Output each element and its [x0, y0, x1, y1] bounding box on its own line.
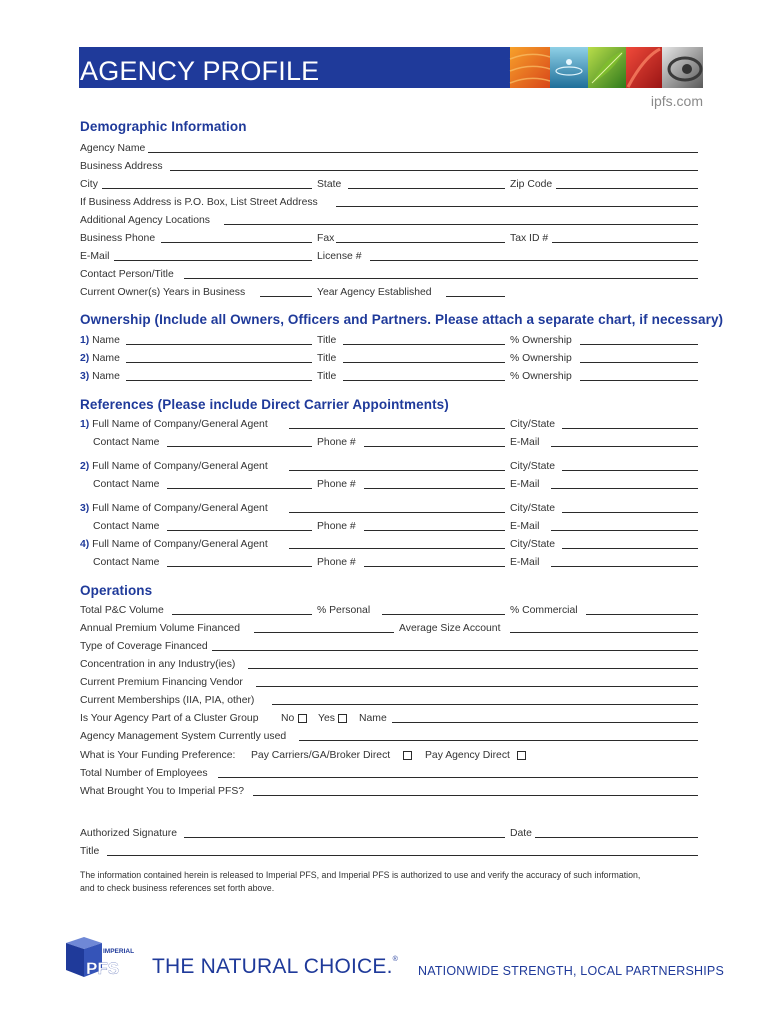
email-label: E-Mail — [80, 251, 110, 262]
signature-title-line[interactable] — [107, 855, 698, 856]
coverage-type-line[interactable] — [212, 650, 698, 651]
signature-title-label: Title — [80, 846, 100, 857]
reference-phone-line[interactable] — [364, 566, 505, 567]
annual-premium-line[interactable] — [254, 632, 394, 633]
disclaimer — [80, 869, 700, 895]
email-line[interactable] — [114, 260, 312, 261]
pay-carriers-label: Pay Carriers/GA/Broker Direct — [251, 750, 391, 761]
slogan: NATIONWIDE STRENGTH, LOCAL PARTNERSHIPS — [418, 964, 724, 978]
license-line[interactable] — [370, 260, 698, 261]
reference-phone-label: Phone # — [317, 557, 356, 568]
row-contact — [80, 268, 698, 285]
ownership-title-label: Title — [317, 335, 337, 346]
cluster-no-checkbox[interactable] — [298, 714, 307, 723]
disclaimer-line-2: and to check business references set forth above. — [80, 883, 275, 893]
reference-contact-label: Contact Name — [93, 557, 160, 568]
reference-company-row — [80, 460, 698, 477]
reference-contact-line[interactable] — [167, 566, 312, 567]
row-title — [80, 845, 698, 862]
ownership-percent-label: % Ownership — [510, 353, 572, 364]
ownership-name-line[interactable] — [126, 380, 312, 381]
reference-phone-line[interactable] — [364, 530, 505, 531]
logo-cube-icon — [66, 937, 135, 981]
brought-you-line[interactable] — [253, 795, 698, 796]
reference-company-label: Full Name of Company/General Agent — [92, 419, 268, 430]
section-heading-references: References (Please include Direct Carrier Appointments) — [80, 397, 449, 412]
row-po-box — [80, 196, 698, 213]
reference-company-line[interactable] — [289, 428, 505, 429]
year-established-label: Year Agency Established — [317, 287, 432, 298]
reference-phone-label: Phone # — [317, 521, 356, 532]
ownership-title-label: Title — [317, 371, 337, 382]
date-label: Date — [510, 828, 532, 839]
logo-pfs-text: PFS — [86, 959, 120, 978]
reference-contact-label: Contact Name — [93, 521, 160, 532]
reference-city-state-line[interactable] — [562, 548, 698, 549]
row-volume — [80, 604, 698, 621]
employees-label: Total Number of Employees — [80, 768, 208, 779]
reference-contact-row — [80, 520, 698, 537]
employees-line[interactable] — [218, 777, 698, 778]
owner-years-line[interactable] — [260, 296, 312, 297]
reference-number: 4) — [80, 539, 90, 550]
state-label: State — [317, 179, 342, 190]
zip-label: Zip Code — [510, 179, 553, 190]
pay-carriers-checkbox[interactable] — [403, 751, 412, 760]
authorized-signature-label: Authorized Signature — [80, 828, 178, 839]
financing-vendor-line[interactable] — [256, 686, 698, 687]
ownership-title-label: Title — [317, 353, 337, 364]
ownership-name-label: Name — [92, 335, 120, 346]
reference-company-line[interactable] — [289, 470, 505, 471]
city-label: City — [80, 179, 98, 190]
business-address-line[interactable] — [170, 170, 698, 171]
row-brought-you — [80, 785, 698, 802]
ownership-title-line[interactable] — [343, 344, 505, 345]
reference-email-line[interactable] — [551, 488, 698, 489]
ownership-percent-line[interactable] — [580, 380, 698, 381]
reference-contact-label: Contact Name — [93, 479, 160, 490]
memberships-label: Current Memberships (IIA, PIA, other) — [80, 695, 255, 706]
tagline — [152, 955, 398, 979]
reference-contact-line[interactable] — [167, 530, 312, 531]
ownership-row — [80, 352, 698, 369]
reference-email-label: E-Mail — [510, 437, 540, 448]
row-financing-vendor — [80, 676, 698, 693]
agency-name-label: Agency Name — [80, 143, 146, 154]
percent-commercial-line[interactable] — [586, 614, 698, 615]
ownership-number: 2) — [80, 353, 90, 364]
reference-number: 3) — [80, 503, 90, 514]
annual-premium-label: Annual Premium Volume Financed — [80, 623, 240, 634]
license-label: License # — [317, 251, 362, 262]
average-size-label: Average Size Account — [399, 623, 501, 634]
row-coverage-type — [80, 640, 698, 657]
owner-years-label: Current Owner(s) Years in Business — [80, 287, 246, 298]
row-email-license — [80, 250, 698, 267]
financing-vendor-label: Current Premium Financing Vendor — [80, 677, 243, 688]
row-additional-locations — [80, 214, 698, 231]
section-heading-operations: Operations — [80, 583, 153, 598]
additional-locations-line[interactable] — [224, 224, 698, 225]
total-pc-volume-line[interactable] — [172, 614, 312, 615]
page-title: AGENCY PROFILE — [80, 56, 320, 86]
ownership-title-line[interactable] — [343, 380, 505, 381]
imperial-pfs-logo — [66, 937, 135, 981]
reference-contact-row — [80, 556, 698, 573]
percent-commercial-label: % Commercial — [510, 605, 578, 616]
reference-contact-line[interactable] — [167, 446, 312, 447]
tax-id-label: Tax ID # — [510, 233, 549, 244]
reference-phone-line[interactable] — [364, 488, 505, 489]
percent-personal-label: % Personal — [317, 605, 371, 616]
row-business-address — [80, 160, 698, 177]
reference-email-line[interactable] — [551, 530, 698, 531]
ownership-name-label: Name — [92, 371, 120, 382]
cluster-yes-checkbox[interactable] — [338, 714, 347, 723]
cluster-group-label: Is Your Agency Part of a Cluster Group — [80, 713, 259, 724]
nature-photo-collage — [510, 47, 703, 88]
reference-phone-label: Phone # — [317, 479, 356, 490]
row-concentration — [80, 658, 698, 675]
ownership-title-line[interactable] — [343, 362, 505, 363]
reference-city-state-label: City/State — [510, 461, 556, 472]
memberships-line[interactable] — [272, 704, 698, 705]
section-heading-demographic: Demographic Information — [80, 119, 247, 134]
reference-contact-label: Contact Name — [93, 437, 160, 448]
average-size-line[interactable] — [510, 632, 698, 633]
agency-name-line[interactable] — [148, 152, 698, 153]
row-employees — [80, 767, 698, 784]
reference-company-row — [80, 502, 698, 519]
cluster-yes-label: Yes — [318, 713, 335, 724]
concentration-line[interactable] — [248, 668, 698, 669]
row-city-state-zip — [80, 178, 698, 195]
ownership-percent-line[interactable] — [580, 344, 698, 345]
ownership-percent-label: % Ownership — [510, 335, 572, 346]
cluster-name-label: Name — [359, 713, 387, 724]
reference-company-label: Full Name of Company/General Agent — [92, 503, 268, 514]
row-annual-premium — [80, 622, 698, 639]
reference-phone-line[interactable] — [364, 446, 505, 447]
header-photo-strip — [510, 47, 703, 88]
fax-label: Fax — [317, 233, 335, 244]
ownership-name-line[interactable] — [126, 344, 312, 345]
total-pc-volume-label: Total P&C Volume — [80, 605, 164, 616]
row-cluster-group — [80, 712, 698, 729]
fax-line[interactable] — [336, 242, 505, 243]
contact-label: Contact Person/Title — [80, 269, 174, 280]
reference-email-label: E-Mail — [510, 479, 540, 490]
reference-number: 1) — [80, 419, 90, 430]
city-line[interactable] — [102, 188, 312, 189]
percent-personal-line[interactable] — [382, 614, 505, 615]
ownership-name-line[interactable] — [126, 362, 312, 363]
ownership-name-label: Name — [92, 353, 120, 364]
authorized-signature-line[interactable] — [184, 837, 505, 838]
ownership-number: 1) — [80, 335, 90, 346]
row-memberships — [80, 694, 698, 711]
reference-contact-row — [80, 478, 698, 495]
funding-preference-label: What is Your Funding Preference: — [80, 750, 236, 761]
reference-number: 2) — [80, 461, 90, 472]
reference-company-row — [80, 538, 698, 555]
reference-company-line[interactable] — [289, 512, 505, 513]
row-mgmt-system — [80, 730, 698, 747]
pay-agency-label: Pay Agency Direct — [425, 750, 510, 761]
row-signature — [80, 827, 698, 844]
reference-contact-line[interactable] — [167, 488, 312, 489]
zip-line[interactable] — [556, 188, 698, 189]
reference-company-label: Full Name of Company/General Agent — [92, 539, 268, 550]
disclaimer-line-1: The information contained herein is released to Imperial PFS, and Imperial PFS is authorized to use and verify the accuracy of such information, — [80, 870, 641, 880]
reference-city-state-label: City/State — [510, 419, 556, 430]
site-url: ipfs.com — [650, 93, 703, 109]
reference-city-state-line[interactable] — [562, 470, 698, 471]
reference-city-state-line[interactable] — [562, 428, 698, 429]
reference-email-line[interactable] — [551, 446, 698, 447]
year-established-line[interactable] — [446, 296, 505, 297]
section-heading-ownership: Ownership (Include all Owners, Officers and Partners. Please attach a separate chart, if necessary) — [80, 312, 724, 327]
ownership-percent-line[interactable] — [580, 362, 698, 363]
po-box-line[interactable] — [336, 206, 698, 207]
row-phone-fax-tax — [80, 232, 698, 249]
ownership-number: 3) — [80, 371, 90, 382]
reference-company-label: Full Name of Company/General Agent — [92, 461, 268, 472]
ownership-percent-label: % Ownership — [510, 371, 572, 382]
row-agency-name — [80, 142, 698, 159]
coverage-type-label: Type of Coverage Financed — [80, 641, 208, 652]
cluster-name-line[interactable] — [392, 722, 698, 723]
additional-locations-label: Additional Agency Locations — [80, 215, 210, 226]
reference-company-row — [80, 418, 698, 435]
row-funding-preference — [80, 749, 698, 766]
contact-line[interactable] — [184, 278, 698, 279]
logo-imperial-text: IMPERIAL — [103, 948, 135, 955]
brought-you-label: What Brought You to Imperial PFS? — [80, 786, 245, 797]
reference-email-label: E-Mail — [510, 521, 540, 532]
reference-phone-label: Phone # — [317, 437, 356, 448]
ownership-row — [80, 370, 698, 387]
mgmt-system-line[interactable] — [299, 740, 698, 741]
concentration-label: Concentration in any Industry(ies) — [80, 659, 236, 670]
ownership-row — [80, 334, 698, 351]
business-address-label: Business Address — [80, 161, 163, 172]
reference-company-line[interactable] — [289, 548, 505, 549]
reference-email-line[interactable] — [551, 566, 698, 567]
reference-contact-row — [80, 436, 698, 453]
po-box-label: If Business Address is P.O. Box, List Street Address — [80, 197, 318, 208]
reference-city-state-line[interactable] — [562, 512, 698, 513]
business-phone-line[interactable] — [161, 242, 312, 243]
cluster-no-label: No — [281, 713, 295, 724]
tax-id-line[interactable] — [552, 242, 698, 243]
reference-city-state-label: City/State — [510, 503, 556, 514]
date-line[interactable] — [535, 837, 698, 838]
business-phone-label: Business Phone — [80, 233, 156, 244]
row-years — [80, 286, 698, 303]
reference-city-state-label: City/State — [510, 539, 556, 550]
reference-email-label: E-Mail — [510, 557, 540, 568]
pay-agency-checkbox[interactable] — [517, 751, 526, 760]
state-line[interactable] — [348, 188, 505, 189]
tagline-text: THE NATURAL CHOICE. — [152, 955, 393, 978]
mgmt-system-label: Agency Management System Currently used — [80, 731, 287, 742]
registered-mark: ® — [392, 956, 399, 963]
